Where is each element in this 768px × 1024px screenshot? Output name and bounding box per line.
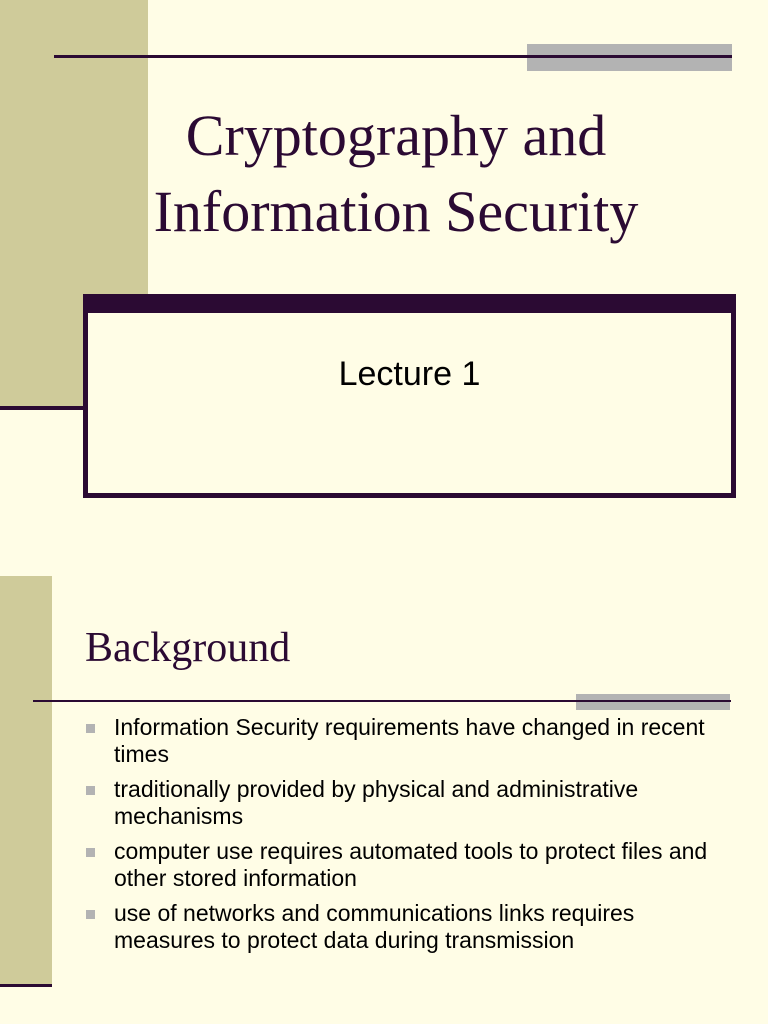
list-item bbox=[84, 838, 724, 892]
bullet-text: computer use requires automated tools to protect files and other stored information bbox=[114, 838, 708, 891]
square-bullet-icon bbox=[86, 724, 95, 733]
subtitle-text: Lecture 1 bbox=[338, 355, 481, 393]
sidebar-decoration bbox=[0, 576, 52, 986]
list-item bbox=[84, 714, 724, 768]
subtitle-box bbox=[83, 294, 736, 498]
slide-title: Background bbox=[85, 625, 291, 671]
top-rule bbox=[54, 55, 732, 58]
gray-accent-bar bbox=[576, 694, 730, 710]
square-bullet-icon bbox=[86, 910, 95, 919]
list-item bbox=[84, 776, 724, 830]
bullet-text: Information Security requirements have changed in recent times bbox=[114, 714, 705, 767]
bullet-text: traditionally provided by physical and administrative mechanisms bbox=[114, 776, 639, 829]
list-item bbox=[84, 900, 724, 954]
bullet-list bbox=[84, 714, 724, 962]
bullet-text: use of networks and communications links requires measures to protect data during transmission bbox=[114, 900, 635, 953]
title-line-2: Information Security bbox=[153, 179, 639, 244]
slide-2 bbox=[0, 576, 768, 1024]
title-line-1: Cryptography and bbox=[185, 103, 607, 168]
slide-title bbox=[86, 98, 706, 250]
sidebar-line bbox=[0, 984, 52, 987]
square-bullet-icon bbox=[86, 786, 95, 795]
square-bullet-icon bbox=[86, 848, 95, 857]
sidebar-line bbox=[0, 406, 86, 410]
